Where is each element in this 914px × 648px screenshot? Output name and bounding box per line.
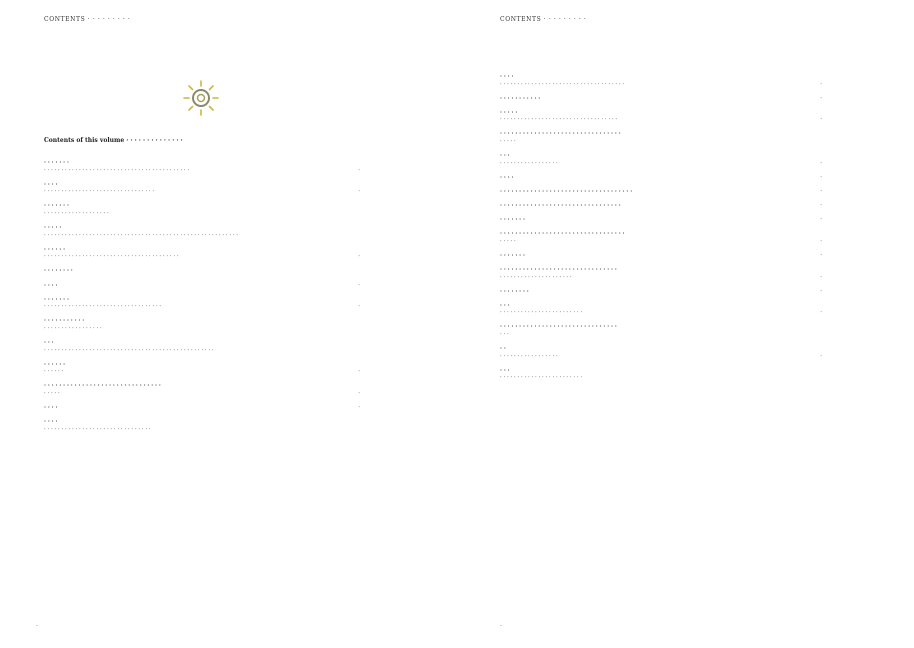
- toc-entry-text: · · · · · · · · · · · · · · · · ·: [44, 325, 102, 332]
- toc-entry-text: · · · · · · · · · · · · · · · · · · ·: [44, 210, 109, 217]
- toc-entry: [44, 203, 360, 218]
- toc-entry-title: · · · ·: [44, 419, 58, 426]
- toc-entry-page-number: ·: [820, 117, 822, 124]
- toc-entry-title: · · · · · · · ·: [44, 268, 73, 275]
- toc-entry: [44, 318, 360, 333]
- toc-entry-page-number: ·: [358, 282, 360, 289]
- toc-entry: [500, 231, 822, 246]
- toc-entry-text: · · ·: [500, 332, 509, 339]
- toc-entry-text: · · · · · · · · · · · · · · · · · · · · · · · · · · · · · · · ·: [44, 189, 155, 196]
- toc-entry-title: · · · · · · ·: [500, 217, 525, 224]
- toc-entry-text: · · · · · · · · · · · · · · · · · · · · · · · · · · · · · · · · · · · · · · ·: [44, 254, 179, 261]
- toc-entry-title: · · · · · · ·: [44, 296, 69, 303]
- toc-entry: [500, 189, 822, 197]
- toc-entry-title: · · · · · · · · · · · · · · · · · · · · · · · · · · · · · · · · · · ·: [500, 188, 633, 195]
- toc-entry-text: · · · · · · · · · · · · · · · · ·: [500, 353, 558, 360]
- left-toc-list: [44, 160, 360, 441]
- right-toc-list: [500, 74, 822, 390]
- toc-entry-title: · · · · · · · · · · · · · · · · · · · · · · · · · · · · · · ·: [500, 267, 617, 273]
- toc-entry-title: · · · ·: [500, 74, 514, 80]
- toc-entry-text: · · · · · · · · · · · · · · · · · · · · · · · · · · · · · · · · · · · · · · · · · · · · · · · · ·: [44, 347, 214, 354]
- toc-entry-title: · · · · · · · · · · · · · · · · · · · · · · · · · · · · · · · · ·: [500, 231, 625, 238]
- toc-entry: [500, 346, 822, 361]
- toc-entry-page-number: ·: [820, 252, 822, 259]
- toc-entry-page-number: ·: [820, 217, 822, 224]
- toc-entry: [500, 217, 822, 225]
- toc-entry-text: · · · · · · · · · · · · · · · · · · · · · · · · · · · · · · · · · · · · · · · · · · · · · · · · · · · · · · · ·: [44, 232, 239, 239]
- toc-entry-text: · · · · · · · · · · · · · · · · ·: [500, 160, 558, 167]
- toc-entry-title: · · · · · · ·: [500, 252, 525, 259]
- toc-entry-title: · · · · · · · · · · · · · · · · · · · · · · · · · · · · · · · ·: [500, 131, 621, 138]
- toc-entry-title: · · · · · · · · · · · · · · · · · · · · · · · · · · · · · · · ·: [500, 203, 621, 210]
- toc-entry-page-number: ·: [358, 405, 360, 412]
- toc-entry-page-number: ·: [820, 203, 822, 210]
- toc-entry: [500, 267, 822, 282]
- toc-entry: [500, 253, 822, 261]
- toc-entry-text: · · · · · · · · · · · · · · · · · · · · ·: [500, 274, 572, 281]
- toc-entry-title: · · · · · ·: [44, 361, 66, 368]
- toc-entry-text: · · · · · · · · · · · · · · · · · · · · · · · · · · · · · · · · · ·: [500, 117, 618, 124]
- toc-entry-page-number: ·: [820, 274, 822, 281]
- toc-entry: [44, 182, 360, 197]
- toc-entry-text: · · · · · · · · · · · · · · · · · · · · · · · · · · · · · · · · · · · ·: [500, 81, 625, 88]
- toc-entry-page-number: ·: [820, 160, 822, 167]
- toc-entry: [44, 405, 360, 413]
- toc-entry: [500, 96, 822, 104]
- toc-entry: [44, 247, 360, 262]
- toc-entry: [44, 383, 360, 398]
- toc-entry-page-number: ·: [820, 95, 822, 102]
- toc-entry-title: · ·: [500, 346, 506, 353]
- toc-entry: [44, 340, 360, 355]
- toc-entry-title: · · · ·: [500, 174, 514, 181]
- toc-entry-text: · · · · · · · · · · · · · · · · · · · · · · · · · · · · · · · · · ·: [44, 304, 162, 311]
- toc-entry-page-number: ·: [358, 167, 360, 174]
- toc-entry-page-number: ·: [358, 254, 360, 261]
- toc-entry-text: · · · · · · · · · · · · · · · · · · · · · · · · · · · · · · · · · · · · · · · · · ·: [44, 167, 190, 174]
- toc-entry-page-number: ·: [358, 304, 360, 311]
- toc-entry: [500, 303, 822, 318]
- toc-entry-page-number: ·: [820, 353, 822, 360]
- toc-entry-title: · · · ·: [44, 181, 58, 188]
- toc-entry-text: · · · · ·: [500, 238, 516, 245]
- toc-entry-text: · · · · · · · · · · · · · · · · · · · · · · · ·: [500, 375, 583, 382]
- toc-entry-page-number: ·: [820, 238, 822, 245]
- toc-entry-page-number: ·: [820, 174, 822, 181]
- toc-entry-title: · · ·: [500, 153, 510, 160]
- toc-entry-title: · · · · · · · · · · · · · · · · · · · · · · · · · · · · · · ·: [500, 324, 617, 331]
- toc-entry: [500, 74, 822, 89]
- page-number: ·: [36, 623, 38, 630]
- toc-entry: [44, 268, 360, 276]
- toc-entry-text: · · · · · · · · · · · · · · · · · · · · · · · ·: [500, 310, 583, 317]
- toc-entry-page-number: ·: [820, 288, 822, 295]
- toc-entry-page-number: ·: [820, 188, 822, 195]
- right-page: [470, 0, 880, 648]
- toc-entry-title: · · · · · · ·: [44, 160, 69, 166]
- toc-entry: [44, 283, 360, 291]
- toc-entry-title: · · · · ·: [44, 225, 62, 232]
- toc-entry-title: · · ·: [500, 367, 510, 374]
- toc-entry-title: · · · · · · · ·: [500, 288, 529, 295]
- toc-entry-text: · · · · ·: [500, 139, 516, 146]
- left-page: [0, 0, 410, 648]
- running-head: CONTENTS · · · · · · · · ·: [44, 16, 131, 23]
- toc-entry-title: · · · ·: [44, 405, 58, 412]
- toc-entry-page-number: ·: [358, 369, 360, 376]
- sun-emblem-icon: [178, 75, 224, 121]
- toc-entry: [44, 297, 360, 312]
- toc-entry-text: · · · · ·: [44, 390, 60, 397]
- running-head: CONTENTS · · · · · · · · ·: [500, 16, 587, 23]
- toc-entry-title: · · · · · · · · · · ·: [44, 318, 85, 325]
- toc-entry-title: · · · · · · ·: [44, 203, 69, 210]
- toc-entry: [44, 225, 360, 240]
- toc-entry: [500, 289, 822, 297]
- toc-entry: [44, 419, 360, 434]
- toc-entry: [500, 203, 822, 211]
- toc-entry: [500, 368, 822, 383]
- toc-entry-title: · · ·: [500, 302, 510, 309]
- toc-entry: [500, 324, 822, 339]
- toc-entry-page-number: ·: [358, 189, 360, 196]
- toc-entry: [44, 160, 360, 175]
- toc-entry-title: · · · · · · · · · · ·: [500, 95, 541, 102]
- toc-entry-title: · · · · ·: [500, 109, 518, 116]
- toc-entry-text: · · · · · ·: [44, 369, 64, 376]
- page-number: ·: [500, 623, 502, 630]
- toc-entry-text: · · · · · · · · · · · · · · · · · · · · · · · · · · · · · · ·: [44, 426, 151, 433]
- toc-entry: [500, 131, 822, 146]
- toc-entry-page-number: ·: [820, 81, 822, 88]
- toc-entry-title: · · · ·: [44, 282, 58, 289]
- toc-entry: [500, 153, 822, 168]
- contents-intro: Contents of this volume · · · · · · · · · · · · · ·: [44, 137, 183, 144]
- toc-entry-title: · · ·: [44, 340, 54, 346]
- toc-entry: [500, 175, 822, 183]
- toc-entry: [44, 362, 360, 377]
- toc-entry: [500, 110, 822, 125]
- toc-entry-title: · · · · · · · · · · · · · · · · · · · · · · · · · · · · · · ·: [44, 383, 161, 390]
- toc-entry-page-number: ·: [358, 390, 360, 397]
- toc-entry-title: · · · · · ·: [44, 246, 66, 253]
- toc-entry-page-number: ·: [820, 310, 822, 317]
